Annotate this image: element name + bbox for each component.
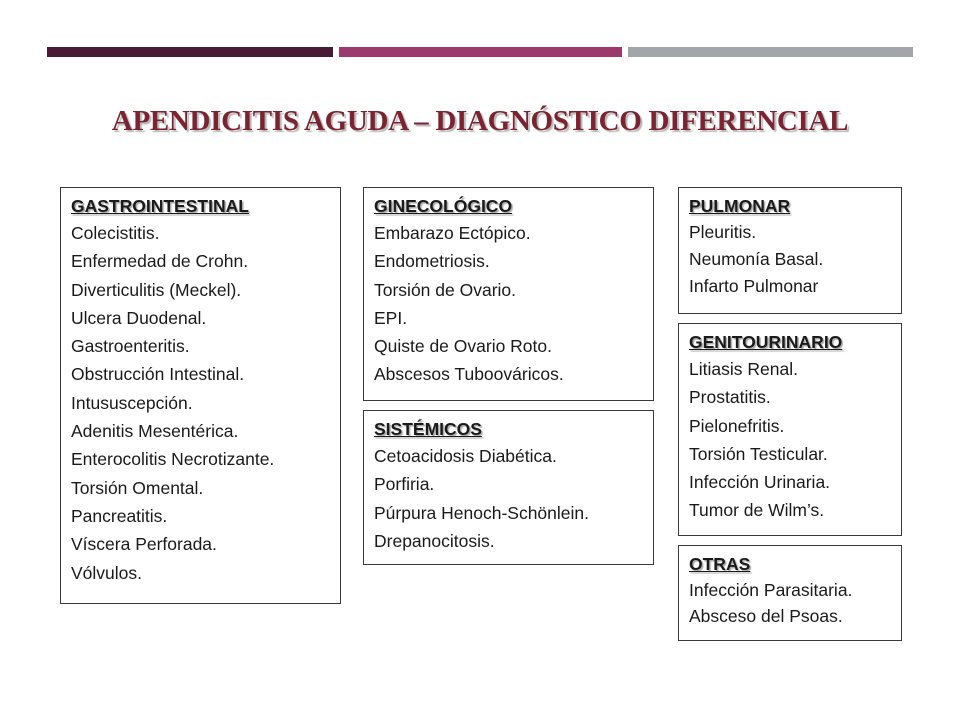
list-item: Víscera Perforada.: [71, 534, 217, 555]
list-item: Intususcepción.: [71, 392, 193, 413]
list-item: Embarazo Ectópico.: [374, 223, 531, 243]
box-heading: OTRAS: [689, 554, 751, 574]
list-item: Púrpura Henoch-Schönlein.: [374, 502, 589, 523]
box-heading: PULMONAR: [689, 196, 791, 216]
list-item: Pancreatitis.: [71, 505, 168, 526]
box-sistemicos: [363, 410, 654, 565]
list-item: Drepanocitosis.: [374, 530, 495, 551]
list-item: Obstrucción Intestinal.: [71, 364, 245, 385]
list-item: Infección Parasitaria.: [689, 580, 853, 600]
list-item: Infección Urinaria.: [689, 472, 831, 493]
list-item: Diverticulitis (Meckel).: [71, 279, 242, 300]
list-item: Ulcera Duodenal.: [71, 307, 207, 328]
list-item: Torsión de Ovario.: [374, 279, 517, 300]
box-heading: GASTROINTESTINAL: [71, 196, 249, 216]
list-item: Enfermedad de Crohn.: [71, 251, 249, 272]
list-item: Prostatitis.: [689, 387, 771, 408]
slide-title: APENDICITIS AGUDA – DIAGNÓSTICO DIFERENCIAL: [111, 105, 849, 137]
list-item: Quiste de Ovario Roto.: [374, 336, 552, 357]
list-item: Torsión Omental.: [71, 477, 204, 498]
list-item: Litiasis Renal.: [689, 359, 798, 379]
accent-bar-gray: [628, 47, 913, 57]
list-item: Neumonía Basal.: [689, 249, 824, 269]
list-item: Infarto Pulmonar: [689, 276, 819, 296]
accent-bar-magenta: [339, 47, 622, 57]
box-otras: [678, 545, 902, 641]
accent-bar-dark: [47, 47, 333, 57]
box-heading: GINECOLÓGICO: [374, 196, 513, 216]
list-item: Absceso del Psoas.: [689, 606, 843, 626]
box-gastrointestinal: [60, 187, 341, 604]
box-pulmonar: [678, 187, 902, 314]
list-item: Cetoacidosis Diabética.: [374, 446, 557, 466]
list-item: Torsión Testicular.: [689, 443, 828, 464]
box-genitourinario: [678, 323, 902, 536]
box-heading: SISTÉMICOS: [374, 419, 482, 439]
list-item: Adenitis Mesentérica.: [71, 421, 239, 442]
box-heading: GENITOURINARIO: [689, 332, 843, 352]
list-item: Abscesos Tuboováricos.: [374, 364, 564, 385]
list-item: Pleuritis.: [689, 222, 757, 242]
list-item: Tumor de Wilm’s.: [689, 500, 825, 521]
list-item: Vólvulos.: [71, 562, 143, 583]
box-ginecologico: [363, 187, 654, 401]
list-item: Porfiria.: [374, 474, 435, 495]
list-item: Colecistitis.: [71, 223, 160, 243]
list-item: Pielonefritis.: [689, 415, 785, 436]
list-item: Endometriosis.: [374, 251, 490, 272]
list-item: Enterocolitis Necrotizante.: [71, 449, 275, 470]
list-item: EPI.: [374, 307, 408, 328]
list-item: Gastroenteritis.: [71, 336, 190, 357]
